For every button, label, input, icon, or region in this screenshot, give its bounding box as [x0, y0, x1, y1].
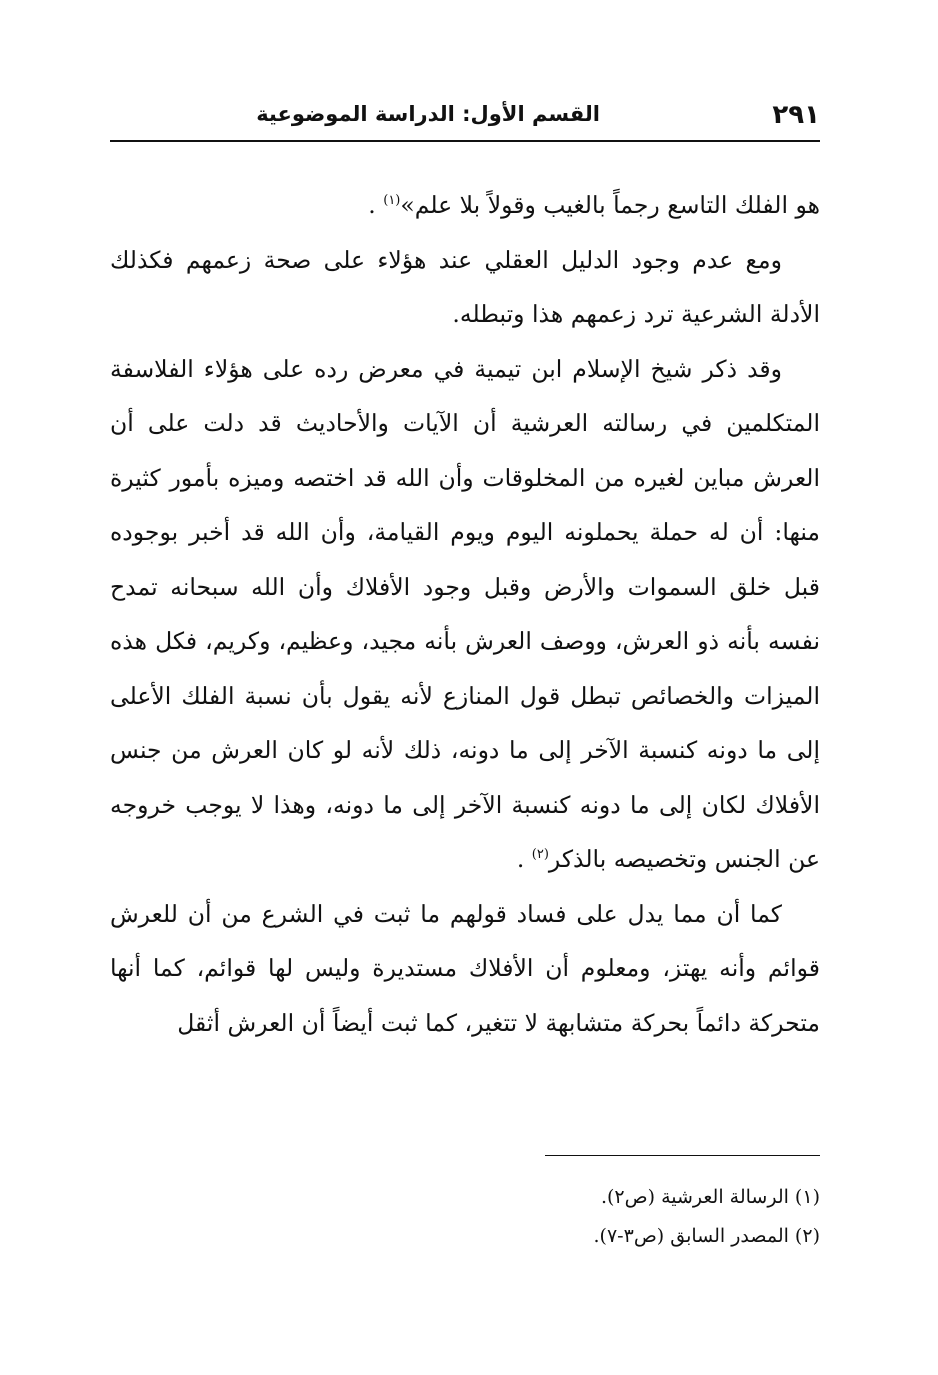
footnote-2: (٢) المصدر السابق (ص٣-٧). — [593, 1225, 820, 1247]
paragraph-1 — [110, 178, 820, 233]
page-header — [110, 100, 820, 140]
body-text — [110, 178, 820, 1050]
paragraph-2-text: ومع عدم وجود الدليل العقلي عند هؤلاء على صحة زعمهم فكذلك الأدلة الشرعية ترد زعمهم هذا وتبطله. — [110, 245, 820, 328]
footnotes — [110, 1178, 820, 1256]
footnote-1: (١) الرسالة العرشية (ص٢). — [600, 1186, 820, 1208]
paragraph-1-text: هو الفلك التاسع رجماً بالغيب وقولاً بلا علم» — [400, 191, 820, 219]
paragraph-1-tail: . — [368, 191, 384, 219]
page-number: ٢٩١ — [772, 100, 820, 130]
paragraph-3-tail: . — [516, 845, 532, 873]
paragraph-2 — [110, 233, 820, 342]
header-rule — [110, 140, 820, 142]
paragraph-3 — [110, 342, 820, 887]
footnote-ref-2: (٢) — [531, 847, 549, 863]
paragraph-4 — [110, 887, 820, 1051]
paragraph-4-text: كما أن مما يدل على فساد قولهم ما ثبت في الشرع من أن للعرش قوائم وأنه يهتز، ومعلوم أن الأفلاك مستديرة وليس لها قوائم، كما أنها متحركة دائماً بحركة متشابهة لا تتغير، كما ثبت أيضاً أن العرش أثقل — [110, 899, 820, 1037]
section-title: القسم الأول: الدراسة الموضوعية — [256, 102, 600, 126]
footnote-ref-1: (١) — [383, 193, 401, 209]
footnote-rule — [545, 1155, 820, 1156]
paragraph-3-text: وقد ذكر شيخ الإسلام ابن تيمية في معرض رده على هؤلاء الفلاسفة المتكلمين في رسالته العرشية أن الآيات والأحاديث قد دلت على أن العرش مباين لغيره من المخلوقات وأن الله قد اختصه وميزه بأمور كثيرة منها: أن له حملة يحملونه اليوم ويوم القيامة، وأن الله قد أخبر بوجوده قبل خلق السموات والأرض وقبل وجود الأفلاك وأن الله سبحانه تمدح نفسه بأنه ذو العرش، ووصف العرش بأنه مجيد، وعظيم، وكريم، فكل هذه الميزات والخصائص تبطل قول المنازع لأنه يقول بأن نسبة الفلك الأعلى إلى ما دونه كنسبة الآخر إلى ما دونه، ذلك لأنه لو كان العرش من جنس الأفلاك لكان إلى ما دونه كنسبة الآخر إلى ما دونه، وهذا لا يوجب خروجه عن الجنس وتخصيصه بالذكر — [110, 354, 820, 873]
